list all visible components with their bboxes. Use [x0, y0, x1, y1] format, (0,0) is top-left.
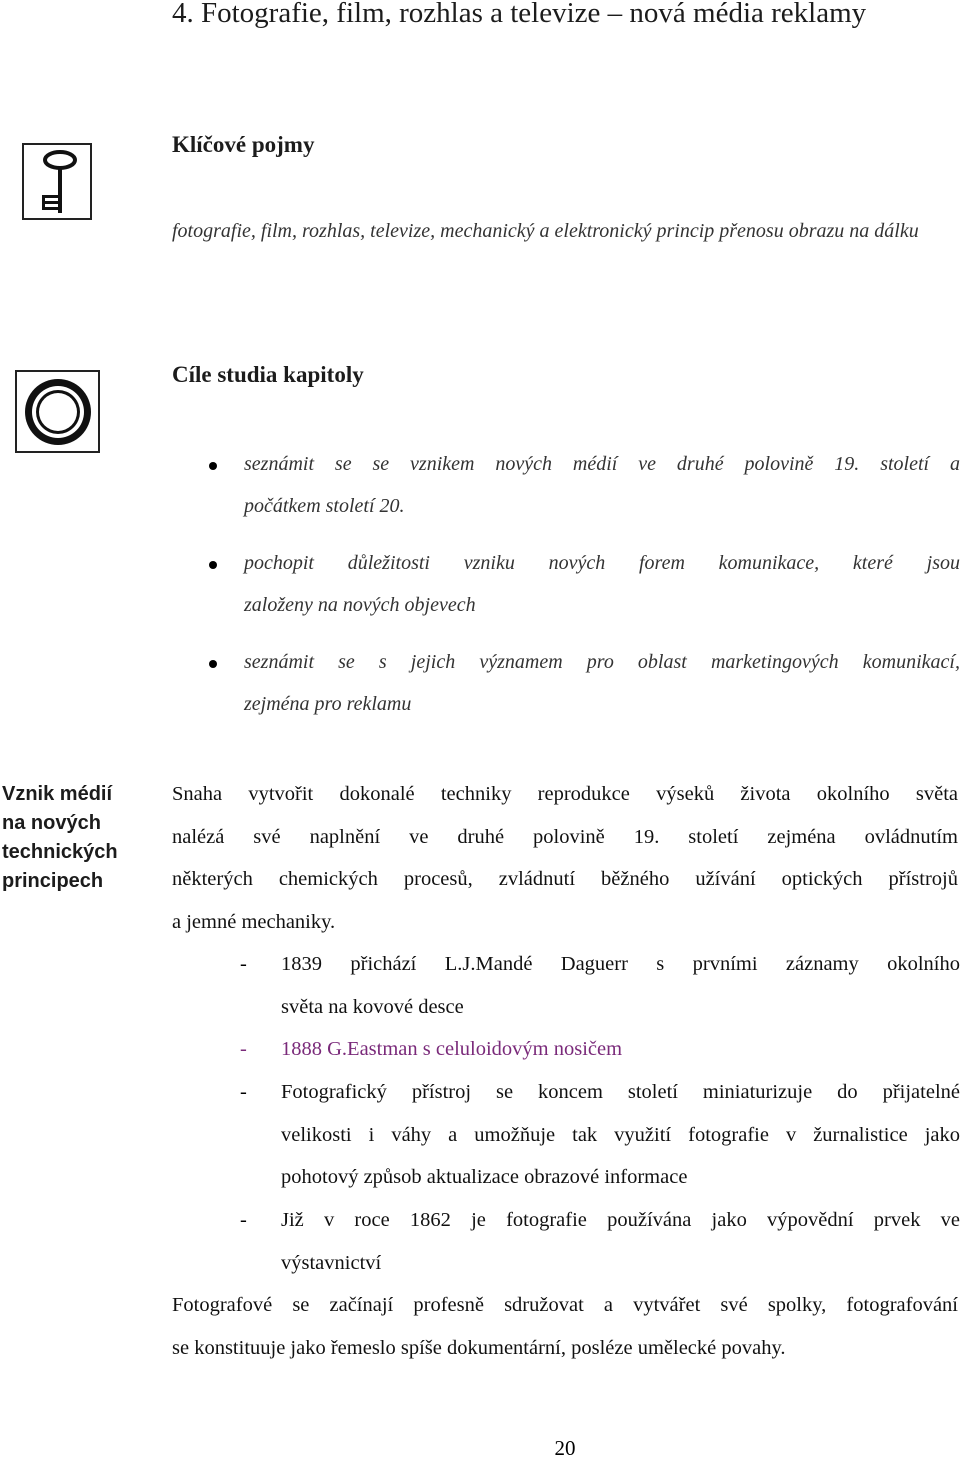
list-line: Již v roce 1862 je fotografie používána jako výpovědní prvek ve — [281, 1209, 960, 1231]
margin-label-line: na nových — [2, 812, 101, 834]
list-line: velikosti i váhy a umožňuje tak využití fotografie v žurnalistice jako — [281, 1123, 960, 1146]
margin-label-line: technických — [2, 841, 118, 863]
list-item — [281, 943, 960, 1028]
list-line: Fotografický přístroj se koncem století miniaturizuje do přijatelné — [281, 1081, 960, 1103]
goal-line: založeny na nových objevech — [244, 594, 476, 616]
margin-label-line: principech — [2, 870, 104, 892]
list-dash: - — [240, 953, 247, 975]
keywords-text: fotografie, film, rozhlas, televize, mechanický a elektronický princip přenosu obrazu na dálku — [172, 220, 919, 242]
key-icon — [22, 143, 92, 220]
goal-line: zejména pro reklamu — [244, 693, 412, 715]
list-line: pohotový způsob aktualizace obrazové informace — [281, 1166, 688, 1189]
list-item — [281, 1071, 960, 1199]
chapter-title: 4. Fotografie, film, rozhlas a televize – nová média reklamy — [172, 0, 867, 29]
page-number: 20 — [554, 1436, 576, 1460]
list-dash: - — [240, 1081, 247, 1103]
bullet-icon — [209, 462, 217, 470]
paragraph-line: a jemné mechaniky. — [172, 910, 336, 933]
paragraph-line: se konstituuje jako řemeslo spíše dokumentární, posléze umělecké povahy. — [172, 1336, 786, 1359]
list-line: 1888 G.Eastman s celuloidovým nosičem — [281, 1038, 623, 1060]
list-line: 1839 přichází L.J.Mandé Daguerr s prvními záznamy okolního — [281, 953, 960, 975]
goal-item — [244, 542, 960, 626]
bullet-icon — [209, 561, 217, 569]
goals-heading: Cíle studia kapitoly — [172, 362, 364, 387]
goal-line: seznámit se se vznikem nových médií ve druhé polovině 19. století a — [244, 453, 960, 475]
list-item-highlighted — [281, 1028, 960, 1071]
closing-paragraph — [172, 1284, 958, 1369]
list-dash: - — [240, 1038, 247, 1060]
goal-item — [244, 443, 960, 527]
list-line: světa na kovové desce — [281, 995, 464, 1018]
paragraph-line: Fotografové se začínají profesně sdružovat a vytvářet své spolky, fotografování — [172, 1294, 958, 1316]
keywords-heading: Klíčové pojmy — [172, 132, 315, 157]
paragraph-line: Snaha vytvořit dokonalé techniky reprodukce výseků života okolního světa — [172, 783, 958, 805]
goal-line: seznámit se s jejich významem pro oblast marketingových komunikací, — [244, 651, 960, 673]
margin-label-line: Vznik médií — [2, 783, 113, 805]
margin-label — [2, 780, 152, 896]
paragraph-line: některých chemických procesů, zvládnutí běžného užívání optických přístrojů — [172, 868, 958, 891]
goal-item — [244, 641, 960, 725]
target-icon — [15, 370, 100, 453]
goal-line: pochopit důležitosti vzniku nových forem komunikace, které jsou — [244, 552, 960, 574]
list-item — [281, 1199, 960, 1284]
list-dash: - — [240, 1209, 247, 1231]
bullet-icon — [209, 660, 217, 668]
goal-line: počátkem století 20. — [244, 495, 405, 517]
paragraph-line: nalézá své naplnění ve druhé polovině 19. století zejména ovládnutím — [172, 825, 958, 848]
list-line: výstavnictví — [281, 1251, 382, 1274]
intro-paragraph — [172, 773, 958, 943]
